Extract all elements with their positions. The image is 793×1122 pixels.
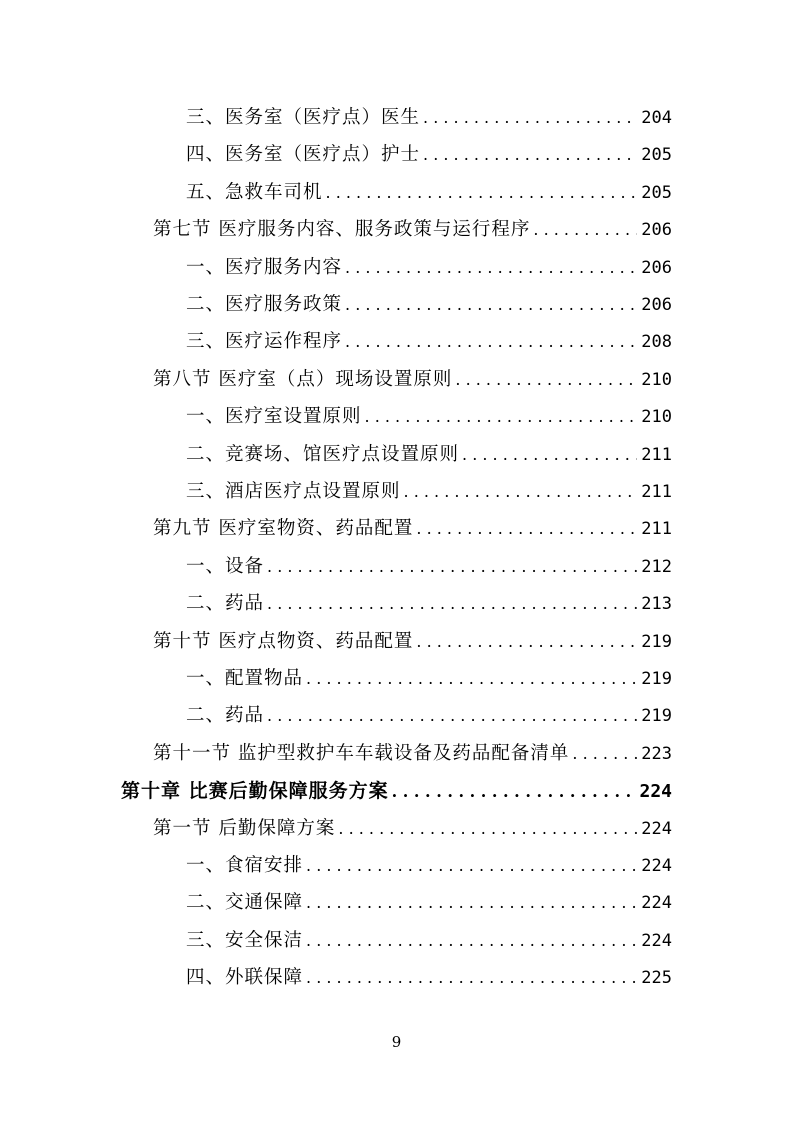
toc-entry[interactable] bbox=[186, 250, 672, 286]
toc-entry-page: 224 bbox=[641, 930, 672, 951]
toc-entry[interactable] bbox=[186, 848, 672, 884]
toc-entry[interactable] bbox=[186, 100, 672, 136]
toc-entry-page: 211 bbox=[641, 444, 672, 465]
toc-entry[interactable] bbox=[186, 549, 672, 585]
toc-entry-title: 三、安全保洁 bbox=[186, 929, 304, 951]
toc-entry[interactable] bbox=[186, 137, 672, 173]
dot-leader bbox=[306, 960, 637, 996]
dot-leader bbox=[423, 100, 637, 136]
toc-entry[interactable] bbox=[186, 923, 672, 959]
dot-leader bbox=[345, 324, 637, 360]
toc-entry-page: 213 bbox=[641, 594, 672, 615]
toc-entry-title: 一、设备 bbox=[186, 555, 265, 577]
toc-entry[interactable] bbox=[186, 698, 672, 734]
toc-entry-page: 204 bbox=[641, 108, 672, 128]
toc-entry-page: 206 bbox=[641, 257, 672, 278]
toc-entry-title: 第一节 后勤保障方案 bbox=[153, 817, 336, 839]
toc-entry-page: 206 bbox=[641, 295, 672, 315]
dot-leader bbox=[462, 437, 637, 473]
toc-entry[interactable] bbox=[186, 175, 672, 211]
toc-entry-title: 第十一节 监护型救护车车载设备及药品配备清单 bbox=[153, 742, 570, 764]
toc-entry-page: 224 bbox=[641, 818, 672, 839]
toc-entry[interactable] bbox=[186, 287, 672, 323]
toc-entry[interactable] bbox=[186, 586, 672, 622]
toc-entry-page: 210 bbox=[641, 407, 672, 428]
toc-entry-page: 211 bbox=[641, 482, 672, 502]
dot-leader bbox=[306, 885, 637, 921]
dot-leader bbox=[533, 212, 637, 248]
dot-leader bbox=[267, 586, 637, 622]
toc-entry[interactable] bbox=[186, 661, 672, 697]
dot-leader bbox=[306, 661, 637, 697]
toc-entry[interactable] bbox=[153, 736, 672, 772]
dot-leader bbox=[338, 811, 637, 847]
toc-entry-title: 第八节 医疗室（点）现场设置原则 bbox=[153, 368, 453, 390]
toc-entry-title: 第十节 医疗点物资、药品配置 bbox=[153, 630, 414, 652]
toc-entry[interactable] bbox=[153, 212, 672, 248]
toc-entry-title: 五、急救车司机 bbox=[186, 181, 323, 203]
toc-entry-page: 224 bbox=[641, 893, 672, 914]
toc-entry[interactable] bbox=[153, 624, 672, 660]
toc-entry-title: 二、药品 bbox=[186, 593, 265, 615]
dot-leader bbox=[455, 362, 637, 398]
toc-entry-page: 219 bbox=[641, 631, 672, 652]
toc-entry-page: 219 bbox=[641, 706, 672, 727]
toc-entry-title: 四、外联保障 bbox=[186, 967, 304, 989]
dot-leader bbox=[365, 399, 638, 435]
toc-entry-page: 223 bbox=[641, 743, 672, 764]
toc-entry-title: 三、医疗运作程序 bbox=[186, 331, 343, 353]
dot-leader bbox=[423, 137, 637, 173]
toc-entry-title: 二、医疗服务政策 bbox=[186, 294, 343, 315]
toc-entry[interactable] bbox=[153, 362, 672, 398]
toc-entry-title: 第十章 比赛后勤保障服务方案 bbox=[121, 780, 389, 803]
toc-entry-title: 第七节 医疗服务内容、服务政策与运行程序 bbox=[153, 219, 531, 241]
toc-entry-title: 二、交通保障 bbox=[186, 892, 304, 914]
toc-entry-page: 225 bbox=[641, 968, 672, 989]
toc-entry[interactable] bbox=[186, 324, 672, 360]
toc-entry-page: 206 bbox=[641, 220, 672, 241]
toc-entry[interactable] bbox=[186, 437, 672, 473]
toc-entry-title: 四、医务室（医疗点）护士 bbox=[186, 144, 421, 166]
toc-entry-title: 三、医务室（医疗点）医生 bbox=[186, 107, 421, 128]
toc-entry-page: 224 bbox=[641, 856, 672, 876]
toc-entry-page: 211 bbox=[641, 519, 672, 540]
toc-entry-title: 一、食宿安排 bbox=[186, 855, 304, 876]
dot-leader bbox=[267, 549, 637, 585]
dot-leader bbox=[306, 923, 637, 959]
toc-entry-title: 第九节 医疗室物资、药品配置 bbox=[153, 518, 414, 540]
dot-leader bbox=[267, 698, 637, 734]
dot-leader bbox=[345, 287, 637, 323]
dot-leader bbox=[345, 250, 637, 286]
dot-leader bbox=[416, 511, 637, 547]
toc-entry-page: 219 bbox=[641, 669, 672, 689]
toc-entry-page: 212 bbox=[641, 556, 672, 577]
dot-leader bbox=[572, 736, 637, 772]
toc-entry-page: 208 bbox=[641, 332, 672, 353]
toc-entry[interactable] bbox=[186, 474, 672, 510]
toc-entry-chapter[interactable] bbox=[121, 773, 672, 809]
toc-entry-page: 205 bbox=[641, 182, 672, 203]
toc-entry-title: 三、酒店医疗点设置原则 bbox=[186, 481, 401, 502]
toc-entry[interactable] bbox=[153, 811, 672, 847]
page-number: 9 bbox=[391, 1033, 402, 1051]
dot-leader bbox=[416, 624, 637, 660]
toc-entry-title: 一、配置物品 bbox=[186, 668, 304, 689]
dot-leader bbox=[306, 848, 637, 884]
toc-entry-page: 210 bbox=[641, 369, 672, 390]
dot-leader bbox=[326, 175, 638, 211]
toc-entry-page: 205 bbox=[641, 145, 672, 166]
dot-leader bbox=[392, 774, 636, 810]
dot-leader bbox=[404, 474, 638, 510]
toc-entry-title: 一、医疗室设置原则 bbox=[186, 406, 362, 428]
toc-entry[interactable] bbox=[186, 399, 672, 435]
toc-entry[interactable] bbox=[186, 885, 672, 921]
toc-entry-title: 二、药品 bbox=[186, 705, 265, 727]
toc-entry-page: 224 bbox=[639, 781, 672, 803]
toc-entry[interactable] bbox=[186, 960, 672, 996]
toc-entry[interactable] bbox=[153, 511, 672, 547]
toc-entry-title: 二、竞赛场、馆医疗点设置原则 bbox=[186, 443, 460, 465]
toc-entry-title: 一、医疗服务内容 bbox=[186, 256, 343, 278]
